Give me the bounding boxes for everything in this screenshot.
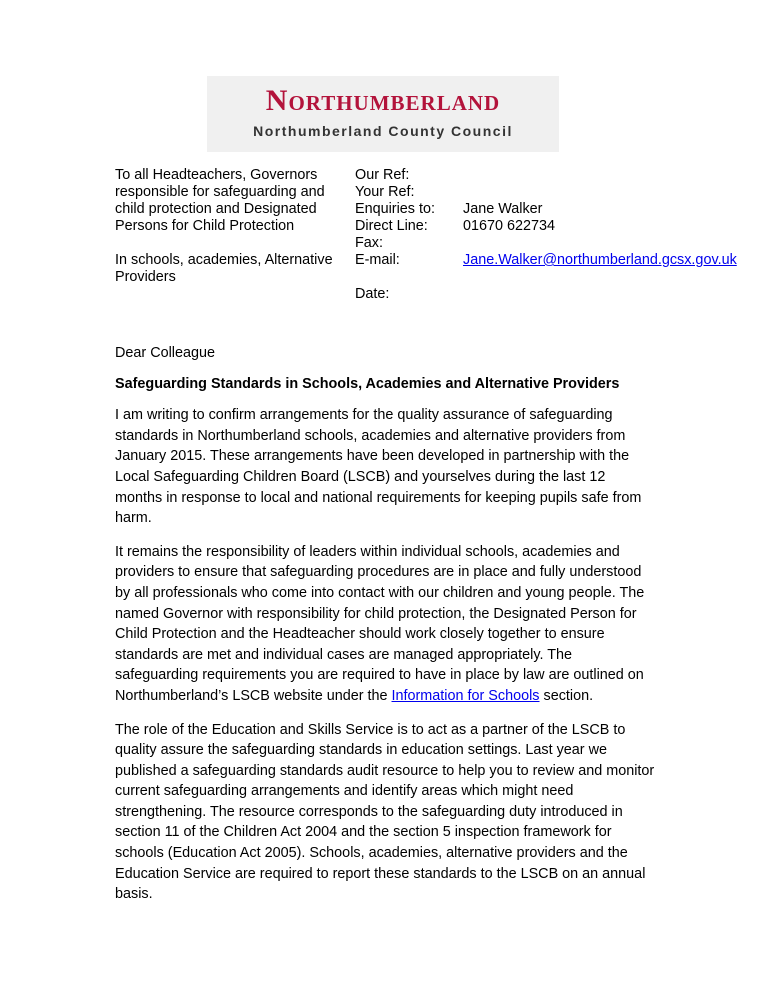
addressee-block — [115, 167, 335, 303]
paragraph-text: It remains the responsibility of leaders within individual schools, academies and providers to ensure that safeguarding procedures are in place and fully understood by all professionals who come into contact with our children and young people. The named Governor with responsibility for child protection, the Designated Person for Child Protection and the Headteacher should work closely together to ensure standards are met and individual cases are managed appropriately. The safeguarding requirements you are required to have in place by law are outlined on Northumberland’s LSCB website under the — [115, 543, 645, 704]
letter-body — [115, 343, 655, 918]
paragraph: The role of the Education and Skills Service is to act as a partner of the LSCB to quality assure the safeguarding standards in education settings. Last year we published a safeguarding standards audit resource to help you to review and monitor current safeguarding arrangements and identify areas which might need strengthening. The resource corresponds to the safeguarding duty introduced in section 11 of the Children Act 2004 and the section 5 inspection framework for schools (Education Act 2005). Schools, academies, alternative providers and the Education Service are required to report these standards to the LSCB on an annual basis. — [115, 721, 655, 903]
value-enquiries: Jane Walker — [463, 201, 543, 217]
logo-subtitle: Northumberland County Council — [253, 123, 513, 139]
label-direct-line: Direct Line: — [355, 218, 428, 234]
logo-wordmark: Northumberland — [265, 84, 501, 117]
council-logo — [207, 76, 559, 152]
paragraph: I am writing to confirm arrangements for the quality assurance of safeguarding standards in Northumberland schools, academies and alternative providers from January 2015. These arrangements have been developed in partnership with the Local Safeguarding Children Board (LSCB) and yourselves during the last 12 months in response to local and national requirements for keeping pupils safe from harm. — [115, 407, 642, 527]
paragraph-text: section. — [539, 687, 594, 704]
label-our-ref: Our Ref: — [355, 167, 410, 183]
paragraph — [115, 542, 655, 707]
value-direct-line: 01670 622734 — [463, 218, 556, 234]
information-for-schools-link[interactable]: Information for Schools — [391, 687, 540, 704]
salutation: Dear Colleague — [115, 345, 215, 361]
letter-subject: Safeguarding Standards in Schools, Academies and Alternative Providers — [115, 375, 620, 392]
email-link[interactable]: Jane.Walker@northumberland.gcsx.gov.uk — [463, 252, 737, 268]
reference-values — [463, 201, 763, 269]
label-date: Date: — [355, 286, 390, 302]
addressee-line: To all Headteachers, Governors responsible for safeguarding and child protection and Designated Persons for Child Protection — [115, 167, 325, 234]
addressee-line: In schools, academies, Alternative Providers — [115, 252, 333, 285]
label-fax: Fax: — [355, 235, 383, 251]
label-email: E-mail: — [355, 252, 400, 268]
reference-labels — [355, 167, 455, 303]
label-your-ref: Your Ref: — [355, 184, 415, 200]
label-enquiries: Enquiries to: — [355, 201, 435, 217]
